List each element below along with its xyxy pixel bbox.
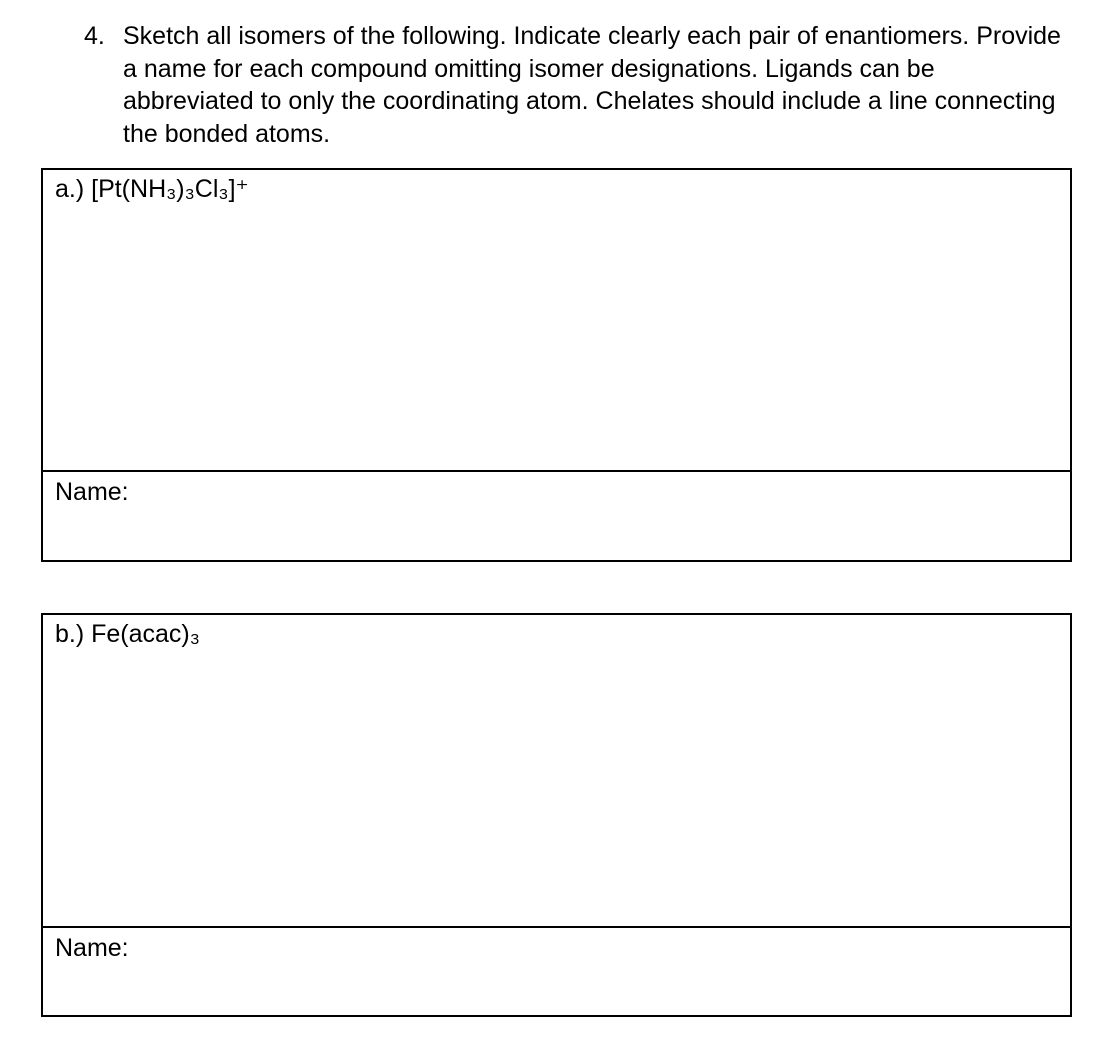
sketch-area-a[interactable] [43, 170, 1070, 472]
answer-box-b [41, 613, 1072, 1017]
name-field-b[interactable] [43, 928, 1070, 1015]
part-b-label: b.) Fe(acac)₃ [55, 620, 200, 648]
name-label-b: Name: [55, 934, 129, 962]
question-text: Sketch all isomers of the following. Indicate clearly each pair of enantiomers. Provide a name for each compound omitting isomer designations. Ligands can be abbreviated to only the coordinating atom. Chelates should include a line connecting the bonded atoms. [123, 22, 1061, 148]
part-a-label: a.) [Pt(NH₃)₃Cl₃]⁺ [55, 175, 249, 203]
question-number: 4. [84, 22, 105, 50]
name-field-a[interactable] [43, 472, 1070, 560]
sketch-area-b[interactable] [43, 615, 1070, 928]
name-label-a: Name: [55, 478, 129, 506]
answer-box-a [41, 168, 1072, 562]
question-4 [84, 20, 1064, 150]
